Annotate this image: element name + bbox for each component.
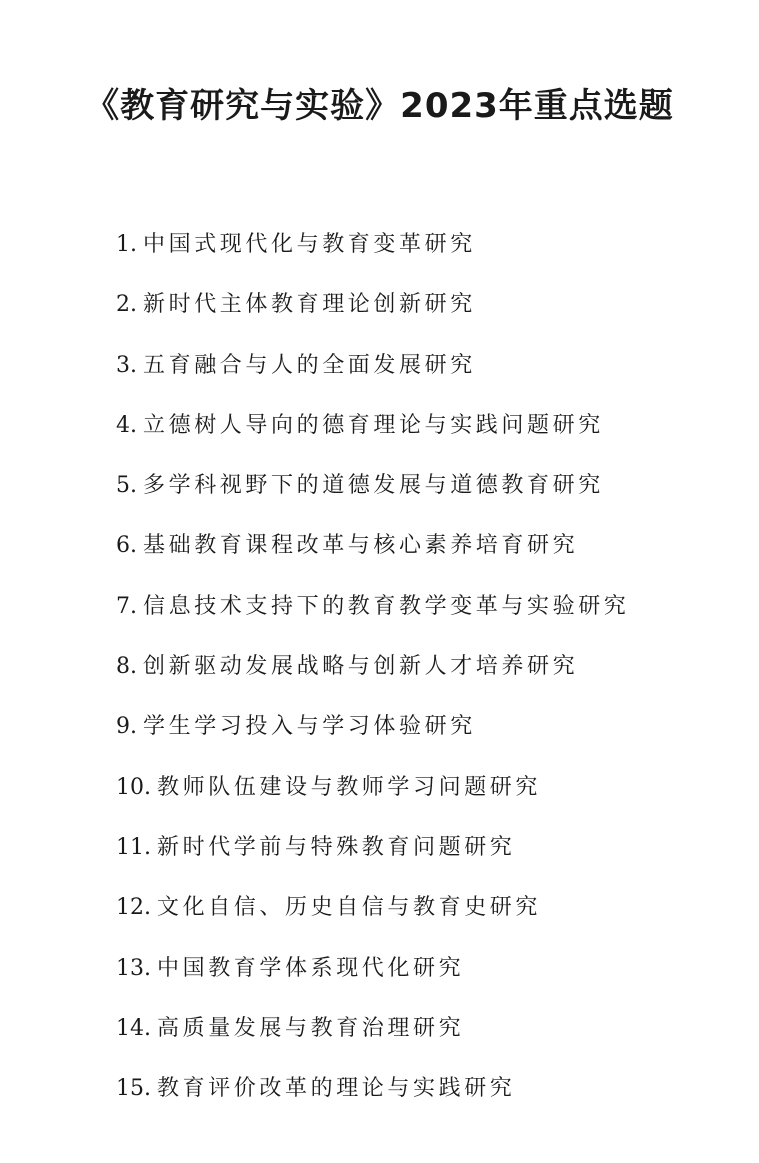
list-item [116,767,629,827]
document-title: 《教育研究与实验》2023年重点选题 [85,86,674,126]
topic-text: 新时代主体教育理论创新研究 [143,292,476,318]
list-item [116,525,629,585]
topic-text: 教师队伍建设与教师学习问题研究 [157,774,542,800]
topic-number: 14. [116,1015,151,1041]
topic-text: 立德树人导向的德育理论与实践问题研究 [143,412,604,438]
topic-text: 中国式现代化与教育变革研究 [143,232,476,257]
topic-number: 13. [116,955,151,981]
topic-number: 5. [116,473,137,499]
topic-text: 基础教育课程改革与核心素养培育研究 [143,533,579,559]
list-item [116,586,629,646]
topic-number: 8. [116,654,137,680]
topic-number: 12. [116,895,151,921]
list-item [116,706,629,766]
list-item [116,948,629,1008]
topic-text: 学生学习投入与学习体验研究 [143,714,476,740]
list-item [116,465,629,525]
list-item [116,284,629,344]
topic-text: 多学科视野下的道德发展与道德教育研究 [143,473,604,499]
topic-number: 1. [116,232,137,257]
topic-text: 高质量发展与教育治理研究 [157,1015,465,1041]
topic-text: 教育评价改革的理论与实践研究 [157,1076,516,1102]
topic-number: 10. [116,774,151,800]
topic-text: 五育融合与人的全面发展研究 [143,352,476,378]
topic-text: 新时代学前与特殊教育问题研究 [157,834,516,860]
topic-text: 信息技术支持下的教育教学变革与实验研究 [143,593,630,619]
topic-number: 15. [116,1076,151,1102]
topic-number: 7. [116,593,137,619]
topic-text: 文化自信、历史自信与教育史研究 [157,895,542,921]
list-item [116,345,629,405]
topic-number: 6. [116,533,137,559]
topic-number: 2. [116,292,137,318]
list-item [116,646,629,706]
topic-text: 创新驱动发展战略与创新人才培养研究 [143,654,579,680]
topic-list [116,224,629,1128]
topic-text: 中国教育学体系现代化研究 [157,955,465,981]
list-item [116,224,629,284]
list-item [116,405,629,465]
list-item [116,1008,629,1068]
topic-number: 11. [116,834,151,860]
topic-number: 4. [116,412,137,438]
topic-number: 3. [116,352,137,378]
list-item [116,1068,629,1128]
topic-number: 9. [116,714,137,740]
list-item [116,887,629,947]
list-item [116,827,629,887]
